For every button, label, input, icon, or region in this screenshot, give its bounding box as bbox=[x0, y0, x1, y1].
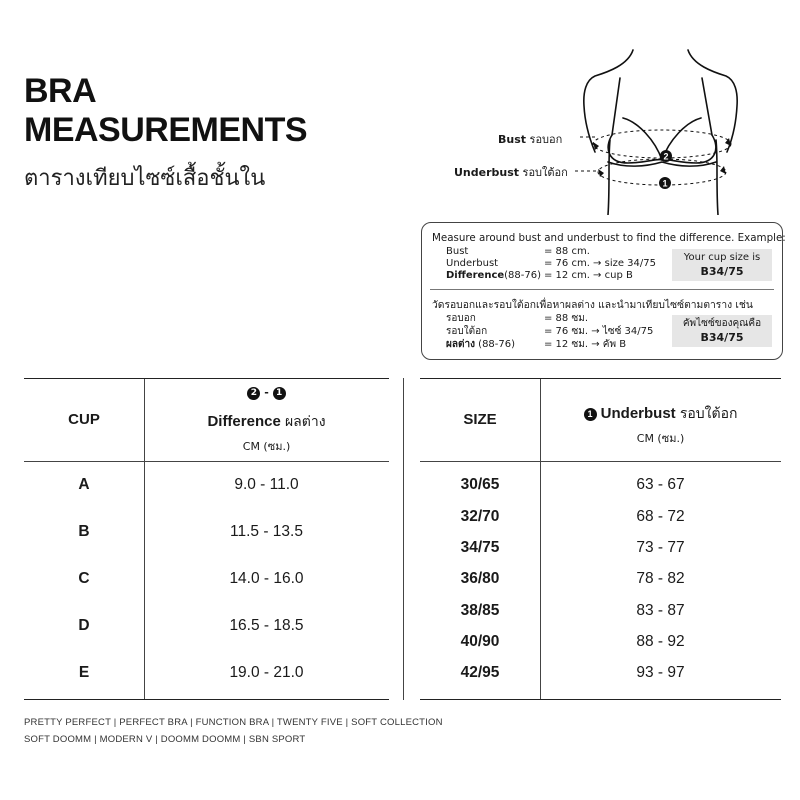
marker-separator: - bbox=[264, 386, 269, 399]
marker-1-icon: 1 bbox=[273, 387, 286, 400]
example-th-key-note: (88-76) bbox=[478, 339, 516, 350]
underbust-cell: 78 - 82 bbox=[636, 570, 685, 587]
title-line-2: MEASUREMENTS bbox=[24, 111, 308, 149]
example-th-value: = 88 ซม. bbox=[544, 313, 589, 324]
difference-unit: CM (ซม.) bbox=[242, 440, 291, 453]
cup-table-header-divider bbox=[24, 461, 389, 462]
marker-1-number: 1 bbox=[662, 178, 668, 189]
example-en-row bbox=[446, 258, 656, 269]
underbust-arrow-left bbox=[598, 169, 604, 177]
underbust-unit: CM (ซม.) bbox=[636, 432, 685, 445]
example-th-key: ผลต่าง bbox=[446, 339, 475, 350]
difference-cell: 16.5 - 18.5 bbox=[229, 617, 304, 634]
marker-1-icon: 1 bbox=[584, 408, 597, 421]
difference-header-en: Difference bbox=[207, 413, 281, 430]
example-th-key: รอบใต้อก bbox=[446, 326, 488, 337]
example-en-value: = 76 cm. → size 34/75 bbox=[544, 258, 657, 269]
bra-measurement-illustration bbox=[440, 40, 780, 215]
cup-cell: E bbox=[78, 664, 90, 681]
measurement-example-box bbox=[421, 222, 786, 360]
size-table-header-divider bbox=[420, 461, 781, 462]
bust-label-en: Bust bbox=[498, 133, 527, 146]
underbust-header-th: รอบใต้อก bbox=[679, 406, 738, 422]
underbust-column-header bbox=[540, 403, 781, 425]
underbust-header-en: Underbust bbox=[600, 405, 676, 422]
example-en-cup-label: Your cup size is bbox=[683, 252, 761, 263]
marker-2-number: 2 bbox=[663, 151, 669, 162]
example-th-key-wrap bbox=[446, 337, 544, 352]
difference-cell: 11.5 - 13.5 bbox=[230, 523, 303, 540]
bust-label-th: รอบอก bbox=[529, 133, 563, 146]
left-cup bbox=[608, 118, 662, 163]
size-cell: 38/85 bbox=[460, 602, 500, 619]
underbust-cell: 88 - 92 bbox=[636, 633, 685, 650]
size-column-header: SIZE bbox=[463, 411, 497, 428]
example-th-value: = 76 ซม. → ไซซ์ 34/75 bbox=[544, 326, 654, 337]
underbust-label-en: Underbust bbox=[454, 166, 520, 179]
right-strap bbox=[702, 78, 712, 135]
size-underbust-table bbox=[420, 378, 781, 700]
underbust-cell: 93 - 97 bbox=[636, 664, 685, 681]
underbust-cell: 83 - 87 bbox=[636, 602, 685, 619]
difference-header-th: ผลต่าง bbox=[284, 414, 326, 430]
tables-separator bbox=[403, 378, 404, 700]
brand-list-line-1: PRETTY PERFECT | PERFECT BRA | FUNCTION BRA | TWENTY FIVE | SOFT COLLECTION bbox=[24, 717, 443, 728]
difference-cell: 14.0 - 16.0 bbox=[229, 570, 304, 587]
brand-list-line-2: SOFT DOOMM | MODERN V | DOOMM DOOMM | SBN SPORT bbox=[24, 734, 306, 745]
difference-column-header bbox=[144, 411, 389, 433]
cup-cell: C bbox=[78, 570, 90, 587]
title-line-1: BRA bbox=[24, 72, 97, 110]
cup-cell: B bbox=[78, 523, 90, 540]
left-shoulder-outline bbox=[584, 50, 633, 152]
example-en-value: = 88 cm. bbox=[544, 246, 590, 257]
example-th-cup-value: B34/75 bbox=[700, 331, 744, 344]
right-torso-outline bbox=[716, 140, 718, 215]
size-cell: 32/70 bbox=[460, 508, 500, 525]
size-cell: 36/80 bbox=[460, 570, 500, 587]
cup-column-header: CUP bbox=[68, 411, 100, 428]
underbust-cell: 73 - 77 bbox=[636, 539, 685, 556]
page-title bbox=[24, 72, 307, 150]
example-en-key: Underbust bbox=[446, 258, 499, 269]
example-th-cup-label: คัพไซซ์ของคุณคือ bbox=[682, 318, 762, 329]
cup-difference-table bbox=[24, 378, 389, 700]
example-en-key: Bust bbox=[446, 246, 469, 257]
size-cell: 40/90 bbox=[460, 633, 500, 650]
cup-cell: D bbox=[78, 617, 90, 634]
marker-2-icon: 2 bbox=[247, 387, 260, 400]
page-subtitle: ตารางเทียบไซซ์เสื้อชั้นใน bbox=[24, 166, 266, 191]
bust-label bbox=[498, 130, 562, 148]
underbust-cell: 63 - 67 bbox=[636, 476, 685, 493]
example-en-heading: Measure around bust and underbust to find the difference. Example: bbox=[432, 232, 786, 244]
example-en-cup-value: B34/75 bbox=[700, 265, 744, 278]
cup-cell: A bbox=[78, 476, 90, 493]
difference-marker bbox=[144, 386, 389, 400]
underbust-label-th: รอบใต้อก bbox=[522, 166, 568, 179]
difference-cell: 9.0 - 11.0 bbox=[234, 476, 299, 493]
example-en-key: Difference bbox=[446, 270, 505, 281]
example-divider bbox=[430, 289, 774, 290]
example-th-cup-box bbox=[672, 315, 772, 347]
underbust-label bbox=[454, 163, 568, 181]
example-th-heading: วัดรอบอกและรอบใต้อกเพื่อหาผลต่าง และนำมาเทียบไซซ์ตามตาราง เช่น bbox=[432, 299, 753, 311]
size-cell: 30/65 bbox=[460, 476, 500, 493]
example-en-key-wrap bbox=[446, 270, 544, 281]
left-strap bbox=[612, 78, 620, 135]
example-en-key-note: (88-76) bbox=[504, 270, 542, 281]
underbust-cell: 68 - 72 bbox=[636, 508, 685, 525]
example-en-value: = 12 cm. → cup B bbox=[544, 270, 633, 281]
example-en-row bbox=[446, 270, 633, 281]
example-th-value: = 12 ซม. → คัพ B bbox=[544, 339, 627, 350]
size-cell: 34/75 bbox=[460, 539, 500, 556]
example-th-key: รอบอก bbox=[446, 313, 476, 324]
size-cell: 42/95 bbox=[460, 664, 500, 681]
example-en-cup-box bbox=[672, 249, 772, 281]
difference-cell: 19.0 - 21.0 bbox=[229, 664, 304, 681]
example-en-row bbox=[446, 246, 590, 257]
example-th-row bbox=[446, 337, 626, 352]
